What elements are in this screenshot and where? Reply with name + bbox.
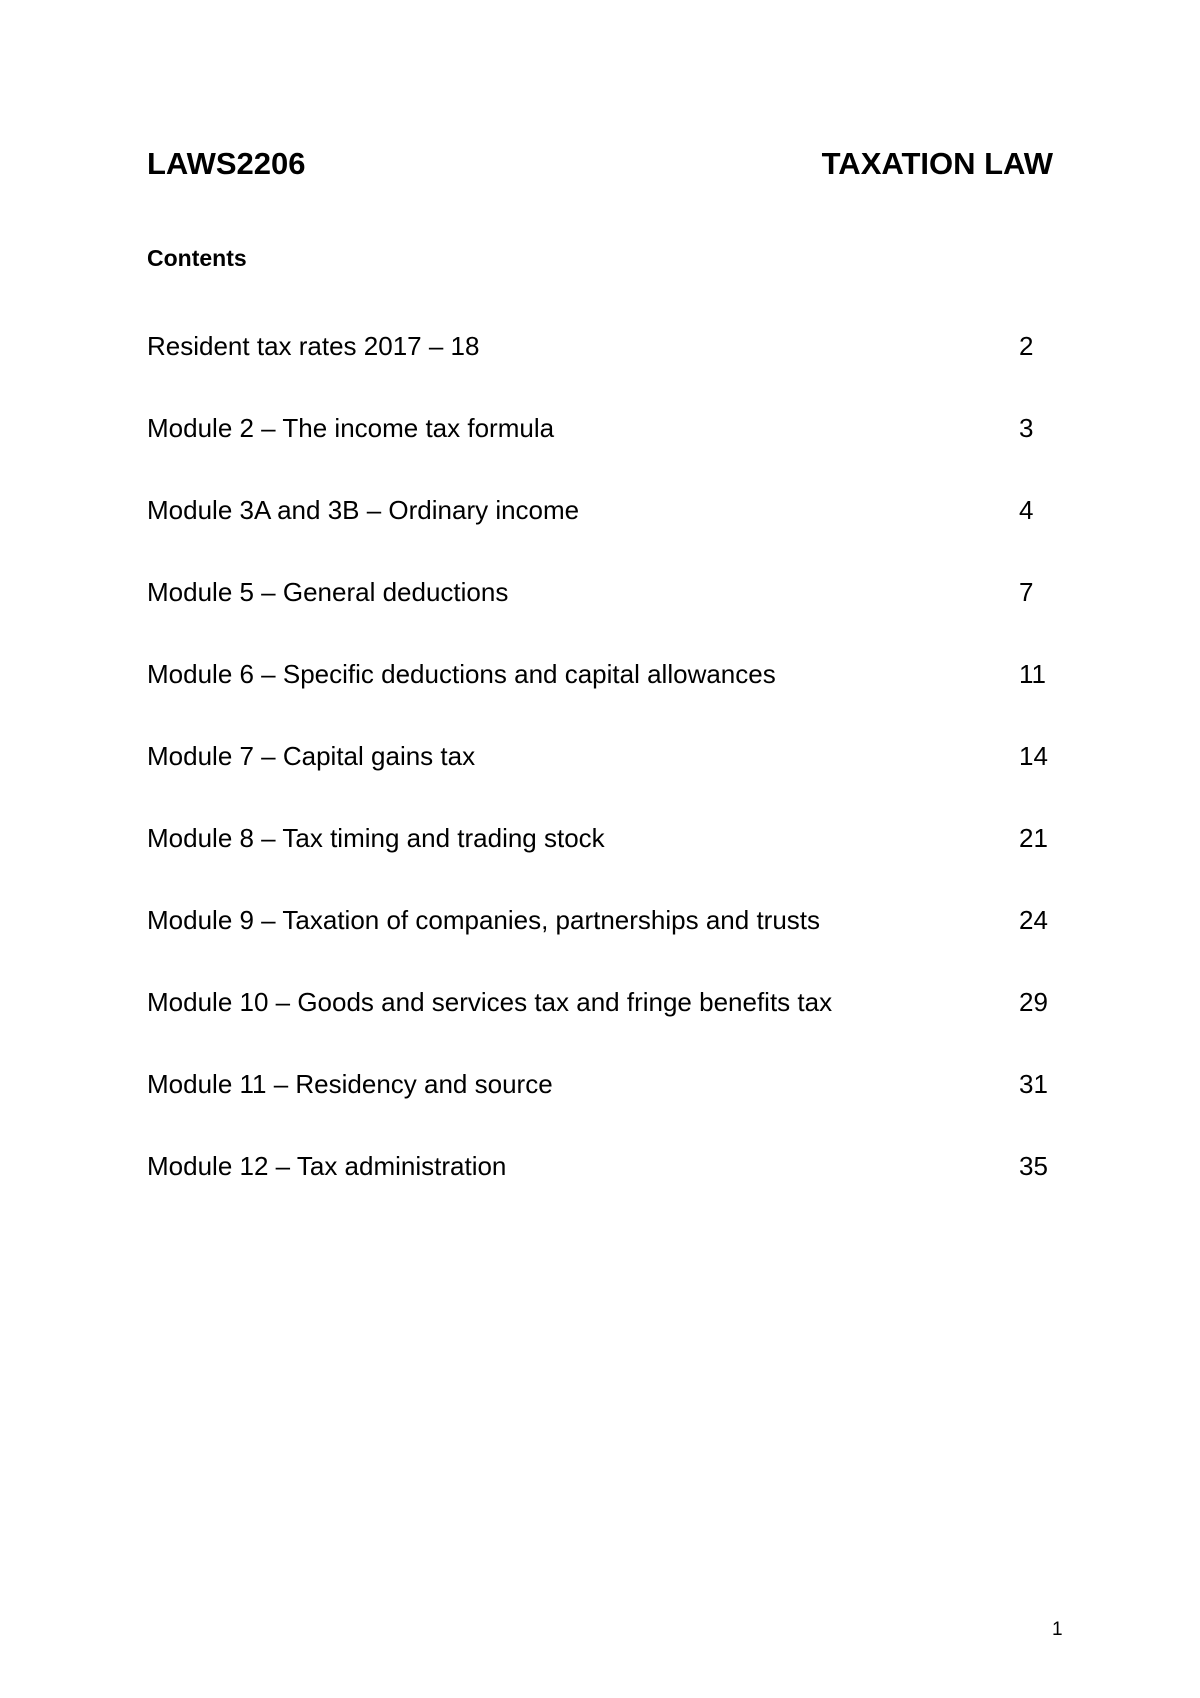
toc-entry-page: 7 bbox=[1019, 577, 1034, 607]
table-of-contents bbox=[147, 326, 1053, 1228]
toc-entry bbox=[147, 1064, 1053, 1146]
toc-entry-title: Module 11 – Residency and source bbox=[147, 1069, 553, 1099]
contents-heading: Contents bbox=[147, 245, 247, 271]
toc-entry-title: Module 3A and 3B – Ordinary income bbox=[147, 495, 580, 525]
toc-entry-page: 4 bbox=[1019, 495, 1034, 525]
toc-entry-page: 2 bbox=[1019, 331, 1034, 361]
toc-entry-title: Module 6 – Specific deductions and capital allowances bbox=[147, 659, 776, 689]
toc-entry-title: Module 9 – Taxation of companies, partnerships and trusts bbox=[147, 905, 821, 935]
toc-entry-page: 11 bbox=[1019, 659, 1046, 689]
toc-entry-title: Module 7 – Capital gains tax bbox=[147, 741, 476, 771]
toc-entry-title: Module 10 – Goods and services tax and fringe benefits tax bbox=[147, 987, 833, 1017]
toc-entry bbox=[147, 572, 1053, 654]
toc-entry bbox=[147, 1146, 1053, 1228]
toc-entry bbox=[147, 326, 1053, 408]
toc-entry-page: 14 bbox=[1019, 741, 1048, 771]
toc-entry bbox=[147, 900, 1053, 982]
toc-entry-page: 29 bbox=[1019, 987, 1048, 1017]
toc-entry bbox=[147, 982, 1053, 1064]
toc-entry-page: 31 bbox=[1019, 1069, 1048, 1099]
toc-entry-title: Module 12 – Tax administration bbox=[147, 1151, 507, 1181]
toc-entry-page: 21 bbox=[1019, 823, 1048, 853]
document-header bbox=[147, 142, 1053, 186]
page-number: 1 bbox=[1052, 1619, 1063, 1640]
toc-entry bbox=[147, 408, 1053, 490]
toc-entry bbox=[147, 490, 1053, 572]
course-title: TAXATION LAW bbox=[821, 146, 1053, 181]
toc-entry bbox=[147, 736, 1053, 818]
toc-entry bbox=[147, 818, 1053, 900]
course-code: LAWS2206 bbox=[147, 146, 306, 181]
toc-entry-title: Module 2 – The income tax formula bbox=[147, 413, 555, 443]
toc-entry-page: 3 bbox=[1019, 413, 1034, 443]
toc-entry-title: Module 5 – General deductions bbox=[147, 577, 509, 607]
toc-entry-title: Resident tax rates 2017 – 18 bbox=[147, 331, 480, 361]
toc-entry-page: 35 bbox=[1019, 1151, 1048, 1181]
toc-entry-page: 24 bbox=[1019, 905, 1048, 935]
toc-entry bbox=[147, 654, 1053, 736]
toc-entry-title: Module 8 – Tax timing and trading stock bbox=[147, 823, 605, 853]
